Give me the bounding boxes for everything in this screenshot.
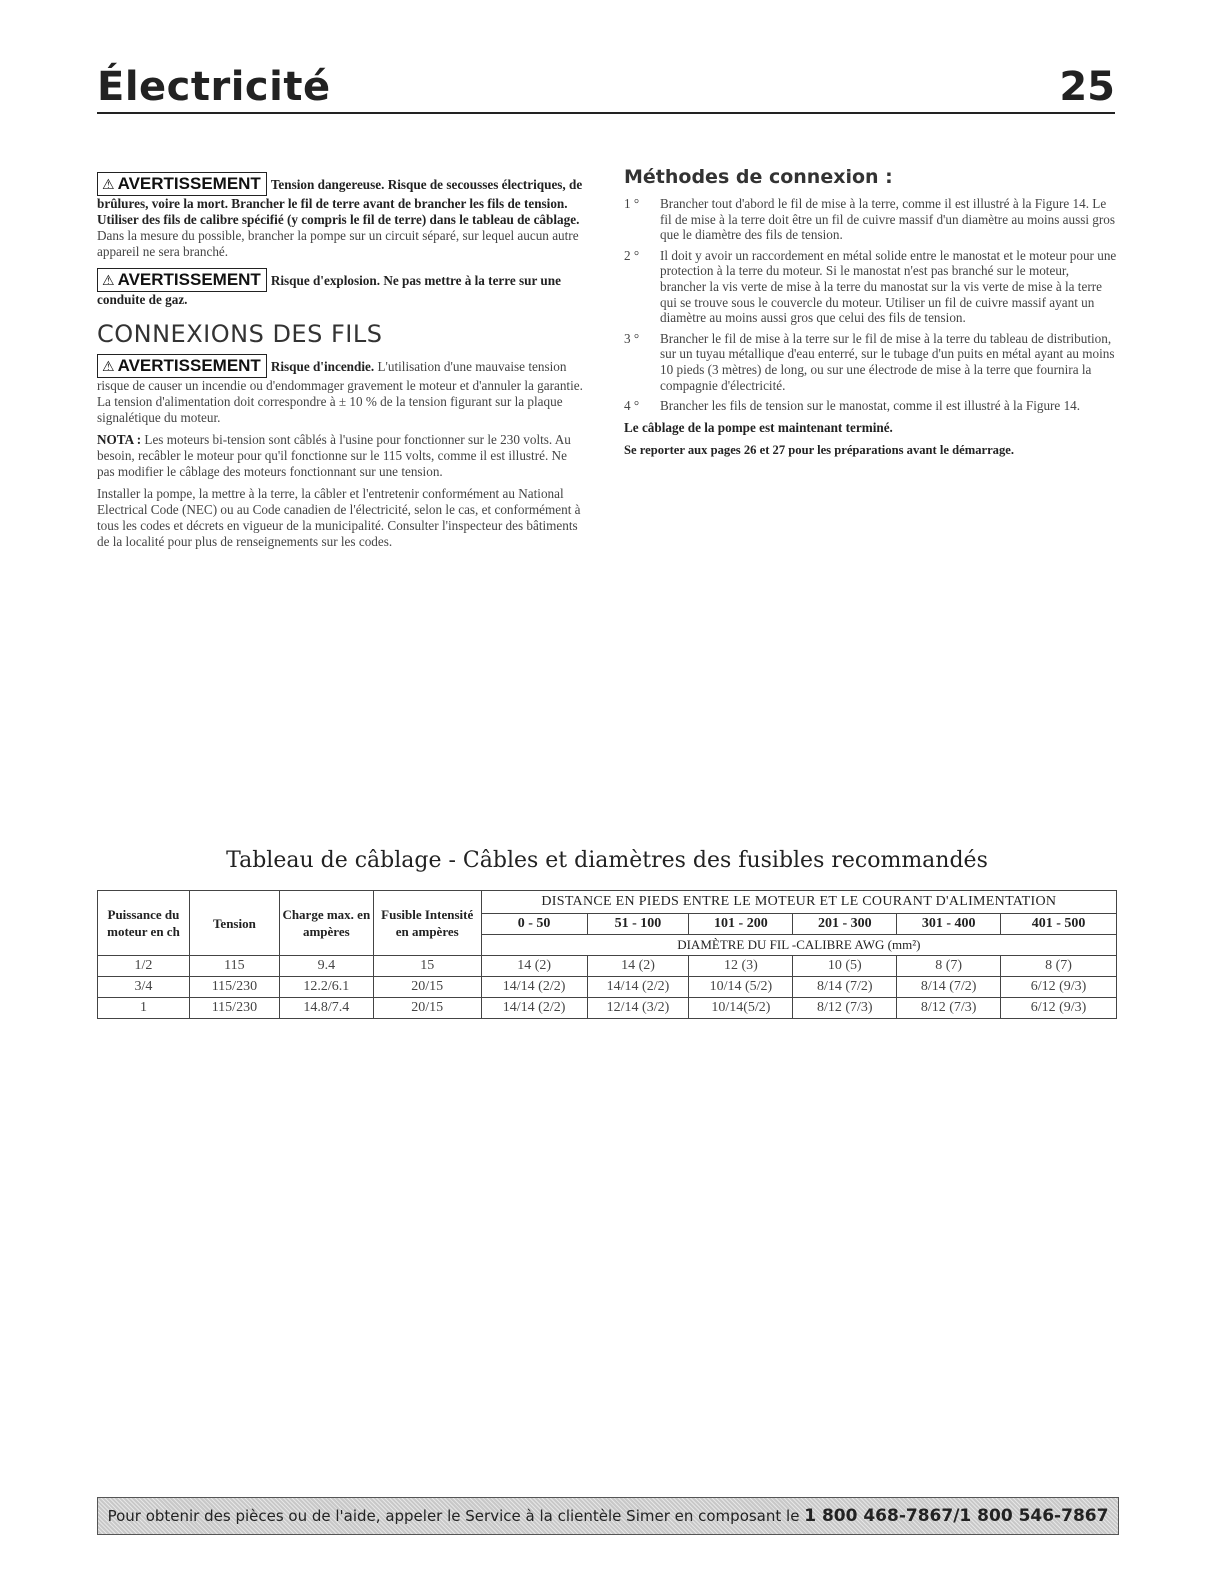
table-cell: 12 (3) <box>689 956 793 977</box>
table-cell: 14.8/7.4 <box>279 998 373 1019</box>
warning-electric-shock <box>97 172 583 260</box>
header-distance: DISTANCE EN PIEDS ENTRE LE MOTEUR ET LE COURANT D'ALIMENTATION <box>481 891 1116 914</box>
step-text: Brancher le fil de mise à la terre sur le fil de mise à la terre du tableau de distribution, sur un tuyau métallique d'eau enterré, sur le tubage d'un puits en métal ayant au moins 10 pieds (3 mètres) de long, ou sur une électrode de mise à la terre que fournira la compagnie d'électricité. <box>660 330 1115 393</box>
table-cell: 8/12 (7/3) <box>897 998 1001 1019</box>
step-number: 3 ° <box>624 330 640 346</box>
table-cell: 14 (2) <box>587 956 689 977</box>
table-cell: 14/14 (2/2) <box>587 977 689 998</box>
note-paragraph <box>97 432 583 480</box>
warning-badge <box>97 172 267 196</box>
table-cell: 12.2/6.1 <box>279 977 373 998</box>
warning-badge <box>97 268 267 292</box>
range-cell: 0 - 50 <box>481 914 587 935</box>
table-cell: 6/12 (9/3) <box>1001 998 1117 1019</box>
warning-fire <box>97 354 583 426</box>
left-column <box>97 172 583 556</box>
warning-text-bold: Tension dangereuse. Risque de secousses électriques, de brûlures, voire la mort. Brancher le fil de terre avant de brancher les fils de tension. Utiliser des fils de calibre spécifié (y compris le fil de terre) dans le tableau de câblage. <box>97 177 583 227</box>
range-cell: 101 - 200 <box>689 914 793 935</box>
step-number: 2 ° <box>624 247 640 263</box>
warning-triangle-icon: ⚠ <box>102 358 115 374</box>
table-cell: 115 <box>189 956 279 977</box>
step-text: Il doit y avoir un raccordement en métal solide entre le manostat et le moteur pour une protection à la terre du moteur. Si le manostat n'est pas branché sur le moteur, brancher la vis verte de mise à la terre du manostat sur la vis verte de mise à la terre qui se trouve sous le couvercle du moteur. Utiliser un fil de cuivre massif ayant un diamètre au moins aussi gros que celui des fils de tension. <box>660 247 1117 326</box>
range-cell: 401 - 500 <box>1001 914 1117 935</box>
table-cell: 1/2 <box>98 956 190 977</box>
header-fuse: Fusible Intensité en ampères <box>373 891 481 956</box>
table-cell: 14/14 (2/2) <box>481 977 587 998</box>
table-cell: 8/14 (7/2) <box>793 977 897 998</box>
header-voltage: Tension <box>189 891 279 956</box>
page-number: 25 <box>1059 64 1115 110</box>
warning-label: AVERTISSEMENT <box>117 270 261 289</box>
step-number: 1 ° <box>624 196 640 211</box>
header-diameter: DIAMÈTRE DU FIL -CALIBRE AWG (mm²) <box>481 935 1116 956</box>
methods-title: Méthodes de connexion : <box>624 166 893 188</box>
warning-explosion <box>97 268 583 308</box>
table-cell: 8 (7) <box>897 956 1001 977</box>
warning-text-bold: Risque d'incendie. <box>270 359 375 374</box>
footer-banner <box>97 1497 1119 1535</box>
table-cell: 20/15 <box>373 998 481 1019</box>
note-label: NOTA : <box>97 432 142 447</box>
range-cell: 51 - 100 <box>587 914 689 935</box>
header-hp: Puissance du moteur en ch <box>98 891 190 956</box>
table-cell: 115/230 <box>189 998 279 1019</box>
table-cell: 115/230 <box>189 977 279 998</box>
table-cell: 12/14 (3/2) <box>587 998 689 1019</box>
section-title: CONNEXIONS DES FILS <box>97 320 383 348</box>
wiring-table <box>97 890 1117 1019</box>
warning-triangle-icon: ⚠ <box>102 176 115 192</box>
table-cell: 8/14 (7/2) <box>897 977 1001 998</box>
footer-text: Pour obtenir des pièces ou de l'aide, appeler le Service à la clientèle Simer en composant le <box>107 1507 805 1525</box>
table-cell: 3/4 <box>98 977 190 998</box>
table-cell: 10/14(5/2) <box>689 998 793 1019</box>
table-row <box>98 977 1117 998</box>
header-load: Charge max. en ampères <box>279 891 373 956</box>
table-cell: 10 (5) <box>793 956 897 977</box>
table-title: Tableau de câblage - Câbles et diamètres des fusibles recommandés <box>226 848 988 873</box>
warning-text: L'utilisation d'une mauvaise tension risque de causer un incendie ou d'endommager gravement le moteur et d'annuler la garantie. La tension d'alimentation doit correspondre à ± 10 % de la tension figurant sur la plaque signalétique du moteur. <box>97 359 583 425</box>
table-cell: 8 (7) <box>1001 956 1117 977</box>
warning-text: Dans la mesure du possible, brancher la pompe sur un circuit séparé, sur lequel aucun autre appareil ne sera branché. <box>97 228 579 259</box>
step-number: 4 ° <box>624 398 640 414</box>
table-cell: 10/14 (5/2) <box>689 977 793 998</box>
table-cell: 6/12 (9/3) <box>1001 977 1117 998</box>
refer-pages-text: Se reporter aux pages 26 et 27 pour les préparations avant le démarrage. <box>624 442 1015 457</box>
table-cell: 14 (2) <box>481 956 587 977</box>
right-column <box>624 166 1118 458</box>
warning-label: AVERTISSEMENT <box>117 174 261 193</box>
table-cell: 1 <box>98 998 190 1019</box>
table-row <box>98 998 1117 1019</box>
step-text: Brancher tout d'abord le fil de mise à la terre, comme il est illustré à la Figure 14. Le fil de mise à la terre doit être un fil de cuivre massif d'un diamètre au moins aussi gros que le diamètre des fils de tension. <box>660 196 1116 243</box>
table-cell: 9.4 <box>279 956 373 977</box>
list-item <box>624 331 1118 393</box>
step-text: Brancher les fils de tension sur le manostat, comme il est illustré à la Figure 14. <box>660 398 1081 414</box>
note-text: Les moteurs bi-tension sont câblés à l'usine pour fonctionner sur le 230 volts. Au besoin, recâbler le moteur pour qu'il fonctionne sur le 115 volts, comme il est illustré. Ne pas modifier le câblage des moteurs fonctionnant sur une tension. <box>97 432 571 479</box>
range-cell: 201 - 300 <box>793 914 897 935</box>
range-cell: 301 - 400 <box>897 914 1001 935</box>
page-header <box>97 62 1115 114</box>
warning-label: AVERTISSEMENT <box>117 356 261 375</box>
warning-text-bold: Risque d'explosion. Ne pas mettre à la terre sur une conduite de gaz. <box>97 273 561 307</box>
warning-triangle-icon: ⚠ <box>102 272 115 288</box>
list-item <box>624 196 1118 243</box>
page-title: Électricité <box>97 64 331 110</box>
warning-badge <box>97 354 267 378</box>
list-item <box>624 398 1118 414</box>
table-cell: 8/12 (7/3) <box>793 998 897 1019</box>
list-item <box>624 248 1118 326</box>
table-cell: 15 <box>373 956 481 977</box>
table-row <box>98 956 1117 977</box>
footer-phone-numbers: 1 800 468-7867/1 800 546-7867 <box>804 1506 1109 1526</box>
table-cell: 14/14 (2/2) <box>481 998 587 1019</box>
wiring-done-text: Le câblage de la pompe est maintenant terminé. <box>624 419 893 435</box>
table-cell: 20/15 <box>373 977 481 998</box>
install-paragraph: Installer la pompe, la mettre à la terre, la câbler et l'entretenir conformément au National Electrical Code (NEC) ou au Code canadien de l'électricité, selon le cas, et conformément à tous les codes et décrets en vigueur de la municipalité. Consulter l'inspecteur des bâtiments de la localité pour plus de renseignements sur les codes. <box>97 486 581 549</box>
methods-steps <box>624 196 1118 414</box>
